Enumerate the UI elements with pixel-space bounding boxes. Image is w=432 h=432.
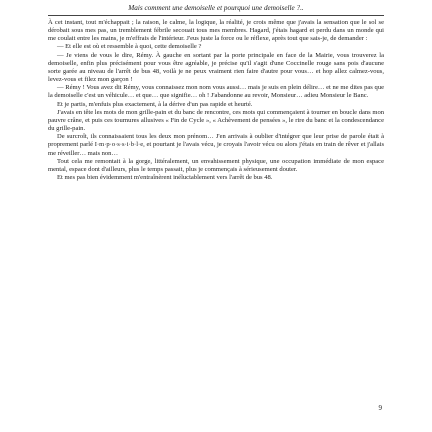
paragraph: — Et elle est où et ressemble à quoi, cette demoiselle ? <box>57 43 202 51</box>
paragraph: À cet instant, tout m'échappait ; la raison, le calme, la logique, la réalité, je crois même que j'avais la sensation que le sol se dérobait sous mes pas, un tremblement fébrile secouait tous mes membres. Hagard, j'étais hagard et perdu dans un monde qui me coulait entre les mains, je m'effrais de l'intérieur. J'eus juste la force ou le réflexe, après tout que sais-je, de demander : <box>48 19 384 43</box>
page-number: 9 <box>378 404 382 412</box>
paragraph: Et je partis, m'enfuis plus exactement, à la dérive d'un pas rapide et heurté. <box>57 100 253 108</box>
paragraph: De surcroît, ils connaissaient tous les deux mon prénom… J'en arrivais à oublier d'intégrer que leur prise de parole était à proprement parlé I·m·p·o·s·s·i·b·l·e, et pourtant je l'avais vécu, je croyais l'avoir vécu ou alors j'étais en train de rêver et j'allais me réveiller… mais non… <box>48 133 384 157</box>
paragraph: J'avais en tête les mots de mon grille-pain et du banc de rencontre, ces mots qui commençaient à tourner en boucle dans mon pauvre crâne, et puis ces tournures allusives « Fin de Cycle », « Achèvement de pensées », le rire du banc et la condescendance du grille-pain. <box>48 108 384 133</box>
running-head: Mais comment une demoiselle et pourquoi une demoiselle ?.. <box>48 4 384 16</box>
paragraph: — Je viens de vous le dire, Rémy. À gauche en sortant par la porte principale en face de la Mairie, vous trouverez la demoiselle, enfin plus précisément pour vous être agréable, je précise qu'il s'agit d'une Coccinelle rouge sans pois d'aucune sorte garée au niveau de l'arrêt de bus 48, voilà je ne peux vraiment rien faire d'autre pour vous… et hop allez calmez-vous, levez-vous et filez mon garçon ! <box>48 51 384 84</box>
body-text <box>48 19 384 182</box>
paragraph: — Rémy ! Vous avez dit Rémy, vous connaissez mon nom vous aussi… mais je suis en plein délire… et ne me dites pas que la demoiselle c'est un véhicule… et que… que signifie… oh ! J'abandonne au revoir, Monsieur… adieu Monsieur le Banc. <box>48 84 384 100</box>
paragraph: Tout cela me remontait à la gorge, littéralement, un envahissement physique, une occupation immédiate de mon espace mental, espace dont d'ailleurs, plus le temps passait, plus je commençais à sérieusement douter. <box>48 157 384 173</box>
paragraph: Et mes pas bien évidemment m'entraînèrent inéluctablement vers l'arrêt de bus 48. <box>57 173 273 181</box>
